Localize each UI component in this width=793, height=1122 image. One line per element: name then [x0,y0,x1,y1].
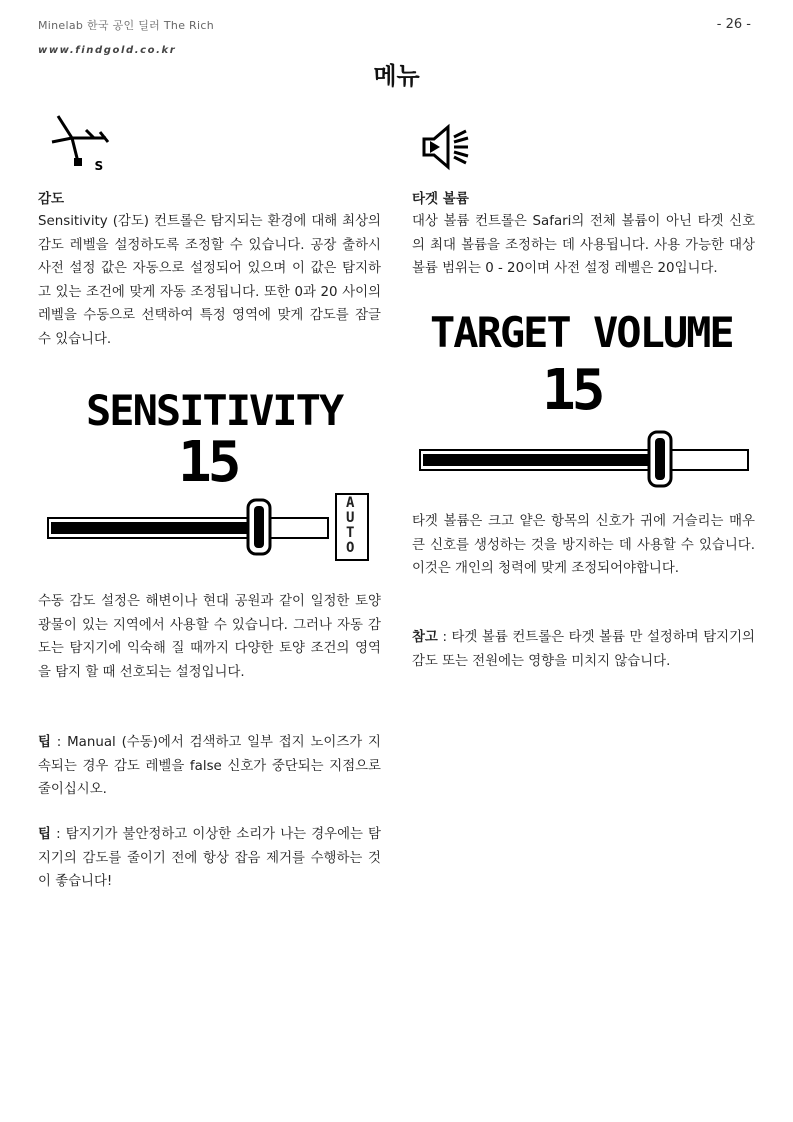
page-title: 메뉴 [373,62,420,90]
sensitivity-section [38,188,381,352]
volume-display-label: TARGET VOLUME [430,308,733,357]
sensitivity-display-value: 15 [178,430,238,495]
tip-1 [38,731,381,802]
tip-1-text: : Manual (수동)에서 검색하고 일부 접지 노이즈가 지속되는 경우 감도 레벨을 false 신호가 중단되는 지점으로 줄이십시오. [38,735,381,798]
volume-usage [412,510,755,581]
volume-note [412,626,755,673]
sensitivity-paragraph-2: 수동 감도 설정은 해변이나 현대 공원과 같이 일정한 토양 광물이 있는 지역에서 사용할 수 있습니다. 그러나 자동 감도는 탐지기에 익숙해 질 때까지 다양한 토양 조건의 영역을 탐지 할 때 선호되는 설정입니다. [38,594,381,680]
header-dealer: Minelab 한국 공인 딜러 The Rich [38,19,214,32]
tip-2-label: 팁 [38,827,51,842]
volume-section [412,188,755,281]
volume-paragraph: 대상 볼륨 컨트롤은 Safari의 전체 볼륨이 아닌 타겟 신호의 최대 볼륨을 조정하는 데 사용됩니다. 사용 가능한 대상 볼륨 범위는 0 - 20이며 사전 설정 레벨은 20입니다. [412,214,755,277]
note-text: : 타겟 볼륨 컨트롤은 타겟 볼륨 만 설정하며 탐지기의 감도 또는 전원에는 영향을 미치지 않습니다. [412,630,755,669]
tip-2-text: : 탐지기가 불안정하고 이상한 소리가 나는 경우에는 탐지기의 감도를 줄이기 전에 항상 잡음 제거를 수행하는 것이 좋습니다! [38,827,381,890]
page-number: - 26 - [716,17,751,32]
sensitivity-paragraph: Sensitivity (감도) 컨트롤은 탐지되는 환경에 대해 최상의 감도 레벨을 설정하도록 조정할 수 있습니다. 공장 출하시 사전 설정 값은 자동으로 설정되어 있으며 이 값은 탐지하고 있는 조건에 맞게 자동 조정됩니다. 또한 0과 20 사이의 레벨을 수동으로 선택하여 특정 영역에 맞게 감도를 잠글 수 있습니다. [38,214,381,347]
auto-label: AUTO [346,495,355,556]
volume-paragraph-2: 타겟 볼륨은 크고 얕은 항목의 신호가 귀에 거슬리는 매우 큰 신호를 생성하는 것을 방지하는 데 사용할 수 있습니다. 이것은 개인의 청력에 맞게 조정되어야합니다. [412,514,755,577]
header-url: www.findgold.co.kr [38,45,177,56]
sensitivity-heading: 감도 [38,191,65,207]
volume-display-value: 15 [542,358,602,423]
sensitivity-slider [46,492,376,564]
sensitivity-auto-note [38,590,381,684]
volume-heading: 타겟 볼륨 [412,191,469,207]
tip-1-label: 팁 [38,735,51,750]
svg-text:s: s [94,155,104,172]
note-label: 참고 [412,630,438,645]
sensitivity-display-label: SENSITIVITY [86,386,343,435]
volume-slider [418,428,752,490]
sensitivity-icon [48,112,114,172]
speaker-volume-icon [418,123,474,171]
tip-2 [38,823,381,894]
